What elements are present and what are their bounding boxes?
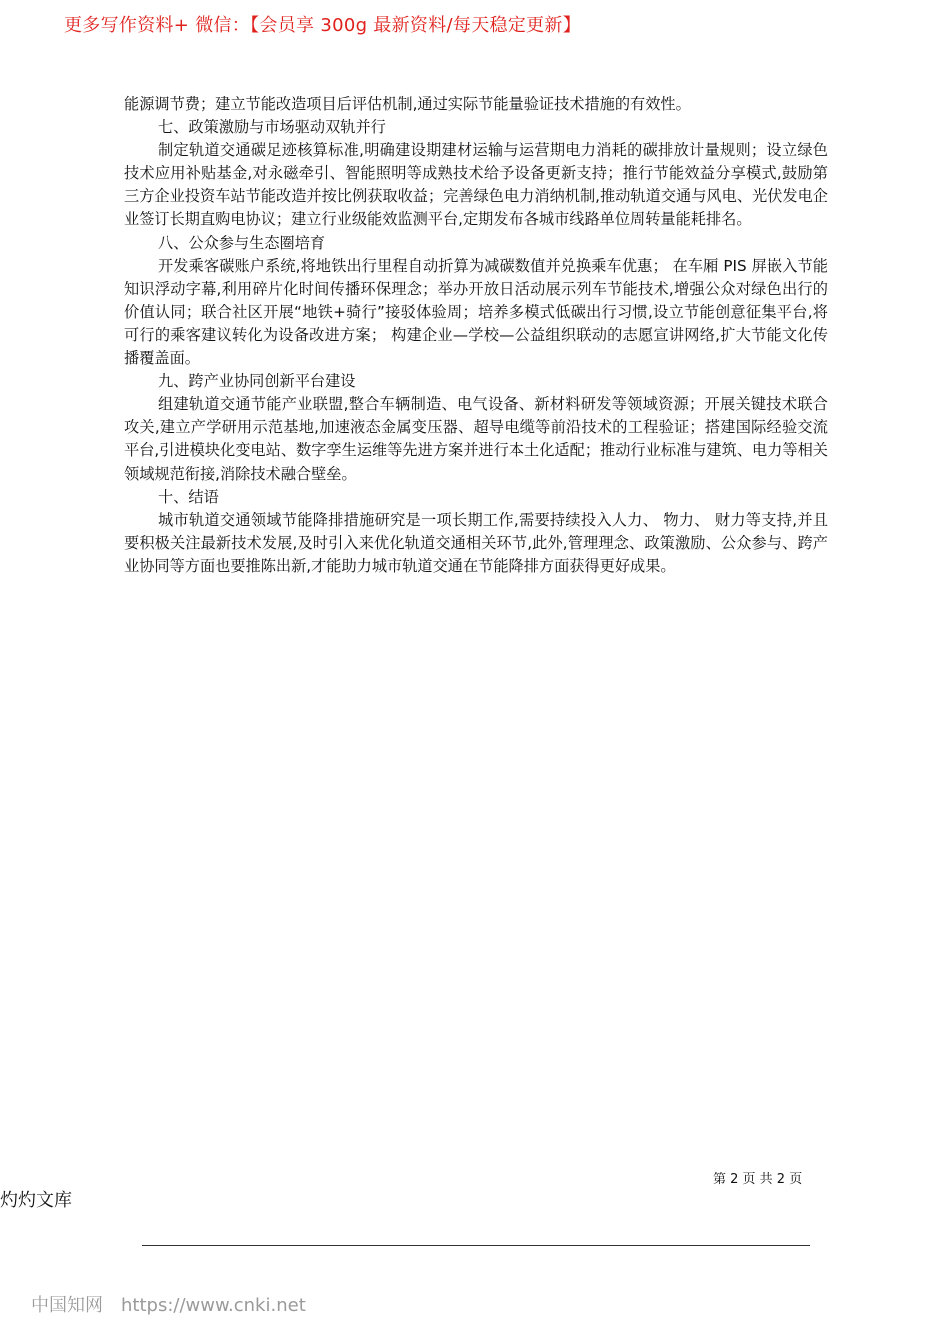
paragraph-section-8: 开发乘客碳账户系统,将地铁出行里程自动折算为减碳数值并兑换乘车优惠； 在车厢 PIS 屏嵌入节能知识浮动字幕,利用碎片化时间传播环保理念；举办开放日活动展示列车节能技术,增强公众对绿色出行的价值认同；联合社区开展“地铁+骑行”接驳体验周；培养多模式低碳出行习惯,设立节能创意征集平台,将可行的乘客建议转化为设备改进方案； 构建企业—学校—公益组织联动的志愿宣讲网络,扩大节能文化传播覆盖面。 bbox=[124, 256, 828, 368]
paragraph-conclusion: 城市轨道交通领域节能降排措施研究是一项长期工作,需要持续投入人力、 物力、 财力等支持,并且要积极关注最新技术发展,及时引入来优化轨道交通相关环节,此外,管理理念、政策激励、公众参与、跨产业协同等方面也要推陈出新,才能助力城市轨道交通在节能降排方面获得更好成果。 bbox=[124, 510, 828, 575]
watermark bbox=[31, 1294, 306, 1318]
paragraph-section-7: 制定轨道交通碳足迹核算标准,明确建设期建材运输与运营期电力消耗的碳排放计量规则；设立绿色技术应用补贴基金,对永磁牵引、智能照明等成熟技术给予设备更新支持；推行节能效益分享模式,鼓励第三方企业投资车站节能改造并按比例获取收益；完善绿色电力消纳机制,推动轨道交通与风电、光伏发电企业签订长期直购电协议；建立行业级能效监测平台,定期发布各城市线路单位周转量能耗排名。 bbox=[124, 141, 828, 229]
watermark-site-name: 中国知网 bbox=[31, 1295, 103, 1316]
paragraph-continuation: 能源调节费；建立节能改造项目后评估机制,通过实际节能量验证技术措施的有效性。 bbox=[124, 95, 691, 113]
promo-banner: 更多写作资料+ 微信：【会员享 300g 最新资料/每天稳定更新】 bbox=[64, 15, 581, 36]
watermark-url: https://www.cnki.net bbox=[121, 1295, 306, 1316]
section-heading-10: 十、结语 bbox=[158, 487, 219, 506]
brand-name: 灼灼文库 bbox=[0, 1190, 72, 1211]
page-number: 第 2 页 共 2 页 bbox=[713, 1172, 803, 1187]
footer-divider bbox=[142, 1245, 810, 1246]
section-heading-8: 八、公众参与生态圈培育 bbox=[158, 233, 326, 252]
document-body bbox=[124, 93, 828, 578]
paragraph-section-9: 组建轨道交通节能产业联盟,整合车辆制造、电气设备、新材料研发等领域资源；开展关键技术联合攻关,建立产学研用示范基地,加速液态金属变压器、超导电缆等前沿技术的工程验证；搭建国际经验交流平台,引进模块化变电站、数字孪生运维等先进方案并进行本土化适配；推动行业标准与建筑、电力等相关领域规范衔接,消除技术融合壁垒。 bbox=[124, 395, 828, 483]
section-heading-7: 七、政策激励与市场驱动双轨并行 bbox=[158, 118, 386, 137]
section-heading-9: 九、跨产业协同创新平台建设 bbox=[158, 372, 356, 391]
